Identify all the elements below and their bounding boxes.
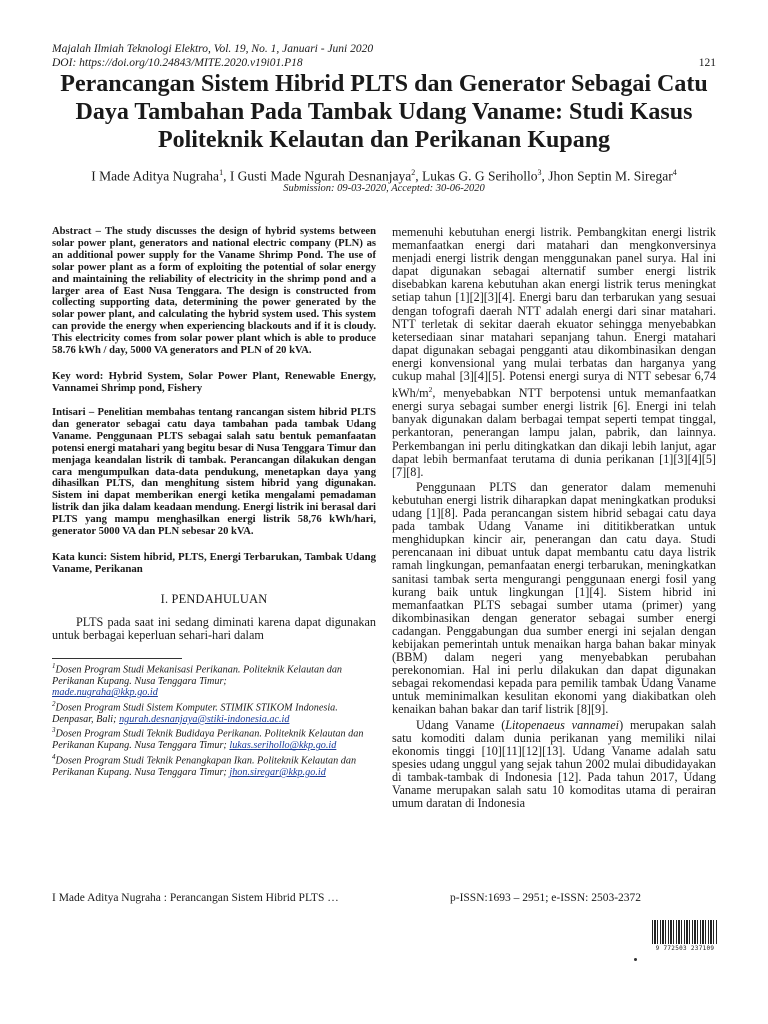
author-name: Jhon Septin M. Siregar: [548, 168, 673, 184]
footnote-item: $^4$Dosen Program Studi Teknik Penangkapan Ikan. Politeknik Kelautan dan Perikanan Kupang. Nusa Tenggara Timur; jhon.siregar@kkp.go.id: [52, 753, 357, 779]
barcode-number: 9 772503 237109: [655, 945, 715, 952]
intisari: Intisari – Penelitian membahas tentang rancangan sistem hibrid PLTS dan generator sebagai catu daya tambahan pada tambak Udang Vaname. Penggunaan PLTS sebagai salah satu bentuk pemanfaatan potensi energi matahari yang begitu besar di Nusa Tenggara Timur dan menjaga keandalan listrik di tambak. Perancangan dilakukan dengan cara mengumpulkan data-data pendukung, menetapkan daya yang dihasilkan PLTS, dan menghitung sistem hibrid yang digunakan. Sistem ini dapat memberikan energi ketika mengalami pemadaman listrik dan jika dalam keadaan mendung. Energi listrik ini berasal dari PLTS yang mampu menghasilkan energi listrik 58,76 kWh/hari, generator 5000 VA dan PLN sebesar 20 kVA.: [52, 406, 376, 538]
author-name: I Gusti Made Ngurah Desnanjaya: [229, 168, 412, 184]
doi-link[interactable]: DOI: https://doi.org/10.24843/MITE.2020.v19i01.P18: [52, 57, 303, 69]
body-paragraph: memenuhi kebutuhan energi listrik. Pembangkitan energi listrik memanfaatkan energi dari matahari dan mengkonversinya menjadi energi listrik dengan menggunakan panel surya. Hal ini dapat digunakan sebagai alternatif sumber energi listrik disebabkan karena kebutuhan akan energi listrik terus meningkat setiap tahun [1][2][3][4]. Energi baru dan terbarukan yang sesuai dengan tofografi daerah NTT adalah energi dari sinar matahari. NTT terletak di sekitar daerah ekuator sehingga menyebabkan ketersediaan sinar matahari sepanjang tahun. Energi matahari dapat digunakan sebagai pengganti atau dikombinasikan dengan energi konvensional yang mulai terbatas dan harganya yang cukup mahal [3][4][5]. Potensi energi surya di NTT sebesar 6,74 kWh/$m^2$, menyebabkan NTT berpotensi untuk memanfaatkan energi surya sebagai sumber energi listrik [6]. Energi ini telah banyak digunakan dalam berbagai tempat seperti tempat tinggal, perkantoran, penerangan lampu jalan, pabrik, dan lainnya. Perkembangan ini perlu ditingkatkan dan dikaji lebih lanjut, agar dapat lebih bermanfaat terutama di dunia perikanan [1][3][4][5][7][8].: [392, 225, 716, 479]
author-affiliation-mark: 3: [537, 168, 542, 177]
submission-dates: Submission: 09-03-2020, Accepted: 30-06-2020: [283, 183, 485, 194]
abstract: Abstract – The study discusses the design of hybrid systems between solar power plant, generators and national electric company (PLN) as an additional power supply for the Vaname Shrimp Pond. The use of solar power plant as a form of exploiting the potential of solar energy and maintaining the reliability of electricity in the shrimp pond and a larger area of East Nusa Tenggara. The design is constructed from collecting supporting data, determining the power generated by the solar power plant, and calculating the hybrid system used. This system can provide the energy when experiencing blackouts and if it is cloudy. This electricity comes from solar power plant which is able to produce 58.76 kWh / day, 5000 VA generators and PLN of 20 kVA.: [52, 226, 376, 357]
section-heading: I. PENDAHULUAN: [160, 591, 268, 606]
kata-kunci: Kata kunci: Sistem hibrid, PLTS, Energi Terbarukan, Tambak Udang Vaname, Perikanan: [52, 550, 376, 575]
author-affiliation-mark: 2: [411, 168, 416, 177]
body-paragraph: Penggunaan PLTS dan generator dalam memenuhi kebutuhan energi listrik diharapkan dapat meningkatkan produksi udang [1][8]. Pada perancangan sistem hibrid sebagai catu daya pada tambak Udang Vaname ini dititikberatkan untuk menghidupkan kincir air, penerangan dan catu daya. Studi perencanaan ini dibuat untuk dapat membantu catu daya listrik ramah lingkungan, pemanfaatan energi terbarukan, meningkatkan sanitasi tambak serta mengurangi penggunaan energi fosil yang kurang baik untuk lingkungan [1][4]. Sistem hibrid ini memanfaatkan PLTS sebagai sumber utama (primer) yang dikombinasikan dengan generator sebagai sumber energi cadangan. Penggabungan dua sumber energi ini sejalan dengan kebijakan pemerintah untuk menaikan harga bahan bakar minyak (BBM) dalam negeri yang menyebabkan perubahan perekonomian. Hal ini perlu dilakukan dan dapat digunakan sebagai rekomendasi kepada para pemilik tambak Udang Vaname untuk meminimalkan kesulitan ekonomi yang diakibatkan oleh kenaikan bahan bakar dan tarif listrik [8][9].: [392, 479, 716, 717]
author-name: Lukas G. G Serihollo: [422, 168, 538, 184]
footnote-item: $^1$Dosen Program Studi Mekanisasi Perikanan. Politeknik Kelautan dan Perikanan Kupang. Nusa Tenggara Timur; made.nugraha@kkp.go.id: [52, 661, 343, 699]
email-link[interactable]: lukas.serihollo@kkp.go.id: [229, 740, 337, 752]
paper-title: Perancangan Sistem Hibrid PLTS dan Generator Sebagai Catu Daya Tambahan Pada Tambak Udang Vaname: Studi Kasus Politeknik Kelautan dan Perikanan Kupang: [60, 71, 708, 153]
journal-header: [52, 42, 716, 70]
author-name: I Made Aditya Nugraha: [91, 168, 220, 184]
footnote-divider: [52, 658, 182, 659]
footnotes: [52, 661, 376, 779]
email-link[interactable]: jhon.siregar@kkp.go.id: [229, 767, 326, 779]
author-list: I Made Aditya Nugraha$^1$, I Gusti Made Ngurah Desnanjaya$^2$, Lukas G. G Serihollo$^3$, Jhon Septin M. Siregar$^4$: [91, 168, 677, 184]
left-column: [52, 226, 376, 779]
footnote-item: $^2$Dosen Program Studi Sistem Komputer. STIMIK STIKOM Indonesia. Denpasar, Bali; ngurah.desnanjaya@stiki-indonesia.ac.id: [52, 699, 338, 725]
species-name: Litopenaeus vannamei: [505, 717, 620, 732]
body-paragraph: Udang Vaname (Litopenaeus vannamei) merupakan salah satu komoditi dalam dunia perikanan yang memiliki nilai ekonomis tinggi [10][11][12][13]. Udang Vaname adalah satu spesies udang unggul yang sejak tahun 2002 mulai dibudidayakan di tambak-tambak di Indonesia [12]. Pada tahun 2017, Udang Vaname merupakan salah satu 10 komoditas utama di perairan umum daratan di Indonesia: [392, 717, 716, 811]
barcode-bars: [652, 920, 718, 944]
footer-issn: p-ISSN:1693 – 2951; e-ISSN: 2503-2372: [450, 892, 642, 904]
page-number: 121: [698, 57, 716, 69]
author-affiliation-mark: 4: [672, 168, 677, 177]
author-affiliation-mark: 1: [219, 168, 224, 177]
dot-mark: [634, 958, 637, 961]
right-column: [392, 226, 716, 810]
keywords: Key word: Hybrid System, Solar Power Plant, Renewable Energy, Vannamei Shrimp pond, Fishery: [52, 369, 376, 394]
barcode-image: [652, 920, 718, 954]
intro-paragraph: PLTS pada saat ini sedang diminati karena dapat digunakan untuk berbagai keperluan sehari-hari dalam: [52, 614, 376, 642]
footnote-item: $^3$Dosen Program Studi Teknik Budidaya Perikanan. Politeknik Kelautan dan Perikanan Kupang. Nusa Tenggara Timur; lukas.serihollo@kkp.go.id: [52, 726, 364, 752]
email-link[interactable]: made.nugraha@kkp.go.id: [52, 687, 158, 699]
email-link[interactable]: ngurah.desnanjaya@stiki-indonesia.ac.id: [119, 713, 290, 725]
journal-name: Majalah Ilmiah Teknologi Elektro, Vol. 19, No. 1, Januari - Juni 2020: [52, 43, 374, 55]
footer-citation: I Made Aditya Nugraha : Perancangan Sistem Hibrid PLTS …: [52, 892, 339, 904]
